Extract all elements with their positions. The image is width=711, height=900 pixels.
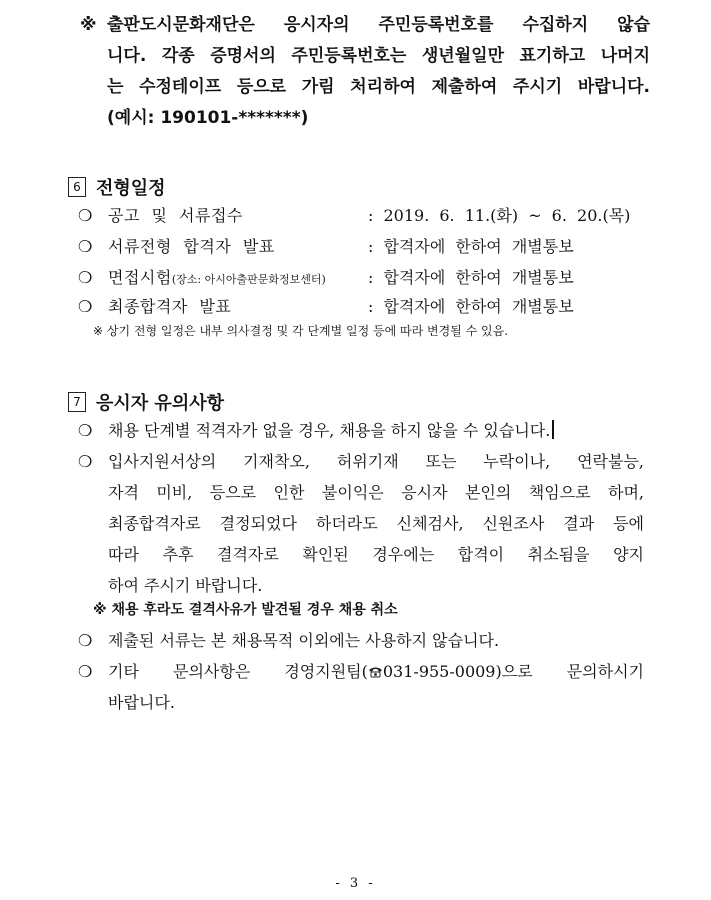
- schedule-label: 서류전형 합격자 발표: [108, 237, 275, 256]
- item-line: 최종합격자로 결정되었다 하더라도 신체검사, 신원조사 결과 등에: [108, 514, 644, 533]
- notice-line: 는 수정테이프 등으로 가림 처리하여 제출하여 주시기 바랍니다.: [107, 77, 650, 97]
- section-7-heading: [68, 389, 224, 415]
- section-title: 전형일정: [96, 178, 166, 199]
- schedule-label: 면접시험(장소: 아시아출판문화정보센터): [108, 268, 326, 287]
- schedule-row: [78, 263, 638, 293]
- section-title: 응시자 유의사항: [96, 393, 224, 414]
- circle-bullet-icon: ❍: [78, 662, 93, 681]
- item-text: 바랍니다.: [108, 693, 175, 712]
- circle-bullet-icon: ❍: [78, 452, 93, 471]
- circle-bullet-icon: ❍: [78, 297, 93, 316]
- item-line: 입사지원서상의 기재착오, 허위기재 또는 누락이나, 연락불능,: [108, 452, 644, 471]
- circle-bullet-icon: ❍: [78, 237, 93, 256]
- schedule-value: : 합격자에 한하여 개별통보: [368, 237, 574, 256]
- item-line: 하여 주시기 바랍니다.: [108, 576, 263, 595]
- item-text: )으로 문의하시기: [495, 662, 644, 681]
- page-number: - 3 -: [335, 876, 376, 891]
- warning-text: ※ 채용 후라도 결격사유가 발견될 경우 채용 취소: [93, 602, 398, 618]
- schedule-location: (장소: 아시아출판문화정보센터): [171, 273, 326, 286]
- notice-item: [78, 415, 644, 446]
- notice-example: (예시: 190101-*******): [107, 108, 309, 128]
- schedule-value: : 2019. 6. 11.(화) ~ 6. 20.(목): [368, 206, 631, 225]
- telephone-icon: [368, 666, 383, 678]
- circle-bullet-icon: ❍: [78, 268, 93, 287]
- schedule-label: 최종합격자 발표: [108, 297, 232, 316]
- notice-item: [78, 625, 644, 656]
- notice-line: 출판도시문화재단은 응시자의 주민등록번호를 수집하지 않습: [107, 15, 650, 35]
- section-number: 6: [68, 177, 86, 197]
- schedule-note: ※ 상기 전형 일정은 내부 의사결정 및 각 단계별 일정 등에 따라 변경될 수 있음.: [93, 324, 509, 338]
- privacy-notice: [80, 10, 650, 134]
- circle-bullet-icon: ❍: [78, 631, 93, 650]
- notice-item: [78, 656, 644, 718]
- phone-number: 031-955-0009: [382, 662, 496, 681]
- schedule-label: 공고 및 서류접수: [108, 206, 243, 225]
- section-number: 7: [68, 392, 86, 412]
- item-line: 따라 추후 결격자로 확인된 경우에는 합격이 취소됨을 양지: [108, 545, 644, 564]
- section-6-heading: [68, 174, 166, 200]
- text-cursor: [552, 420, 554, 439]
- notice-line: 니다. 각종 증명서의 주민등록번호는 생년월일만 표기하고 나머지: [107, 46, 650, 66]
- schedule-row: [78, 201, 638, 231]
- item-text: 제출된 서류는 본 채용목적 이외에는 사용하지 않습니다.: [108, 631, 500, 650]
- item-line: 자격 미비, 등으로 인한 불이익은 응시자 본인의 책임으로 하며,: [108, 483, 644, 502]
- schedule-row: [78, 292, 638, 322]
- notice-mark: ※: [80, 15, 97, 35]
- circle-bullet-icon: ❍: [78, 421, 93, 440]
- schedule-row: [78, 232, 638, 262]
- notice-item: [78, 446, 644, 601]
- schedule-value: : 합격자에 한하여 개별통보: [368, 268, 574, 287]
- item-text: 채용 단계별 적격자가 없을 경우, 채용을 하지 않을 수 있습니다.: [108, 421, 551, 440]
- item-text: 기타 문의사항은 경영지원팀(: [108, 662, 368, 681]
- schedule-value: : 합격자에 한하여 개별통보: [368, 297, 574, 316]
- circle-bullet-icon: ❍: [78, 206, 93, 225]
